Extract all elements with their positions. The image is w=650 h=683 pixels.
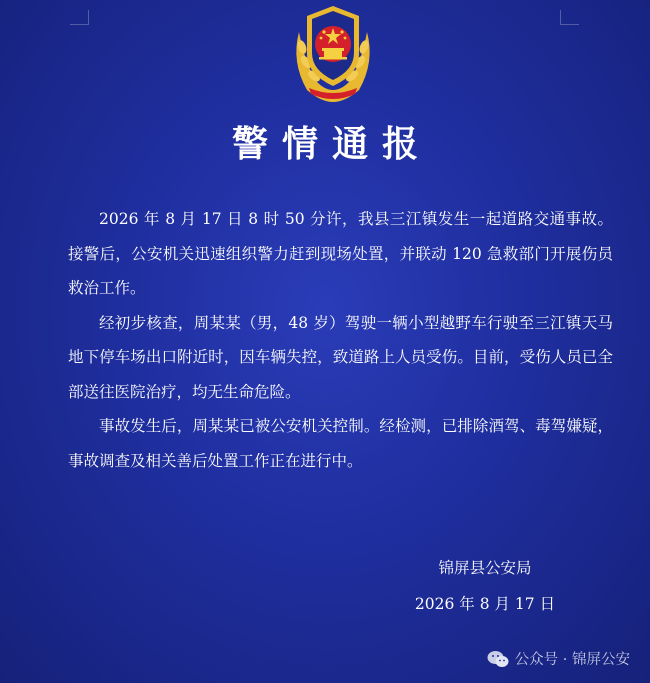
corner-mark-right (560, 10, 579, 25)
wechat-icon (487, 650, 509, 668)
paragraph-3: 事故发生后，周某某已被公安机关控制。经检测，已排除酒驾、毒驾嫌疑，事故调查及相关善后处置工作正在进行中。 (68, 417, 613, 470)
page-title: 警情通报 (231, 124, 432, 165)
corner-mark-left (70, 10, 89, 25)
issuer-name: 锦屏县公安局 (438, 559, 532, 577)
notice-body (68, 202, 613, 478)
wechat-watermark (487, 648, 630, 669)
police-emblem-icon (285, 2, 381, 106)
issue-date: 2026 年 8 月 17 日 (414, 595, 556, 613)
paragraph-1: 2026 年 8 月 17 日 8 时 50 分许，我县三江镇发生一起道路交通事故。接警后，公安机关迅速组织警力赶到现场处置，并联动 120 急救部门开展伤员救治工作。 (68, 210, 613, 297)
paragraph-2: 经初步核查，周某某（男，48 岁）驾驶一辆小型越野车行驶至三江镇天马地下停车场出口附近时，因车辆失控，致道路上人员受伤。目前，受伤人员已全部送往医院治疗，均无生命危险。 (68, 313, 613, 401)
watermark-text: 公众号 · 锦屏公安 (514, 652, 630, 668)
